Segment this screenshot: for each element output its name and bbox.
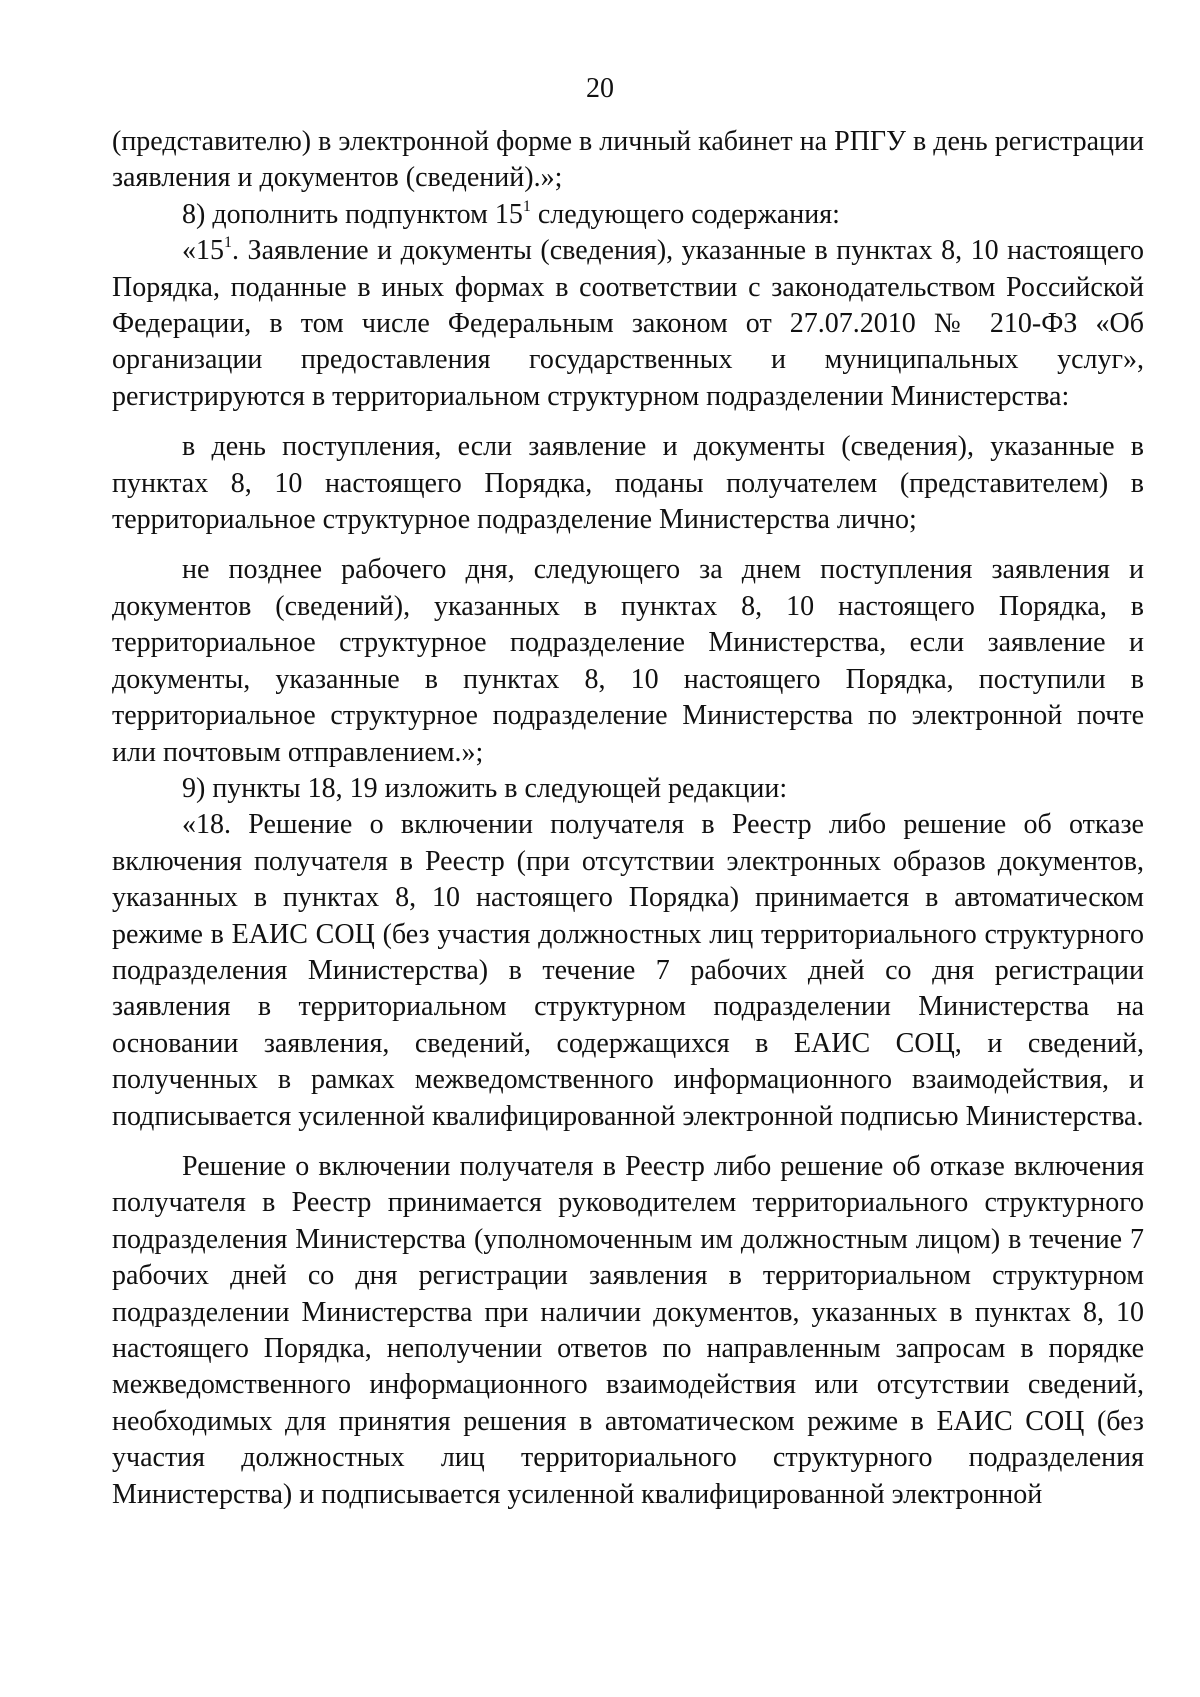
paragraph-subitem-15-1 [112, 233, 1144, 415]
paragraph-decision: Решение о включении получателя в Реестр либо решение об отказе включения получателя в Реестр принимается руководителем территориального структурного подразделения Министерства (уполномоченным им должностным лицом) в течение 7 рабочих дней со дня регистрации заявления в территориальном структурном подразделении Министерства при наличии документов, указанных в пунктах 8, 10 настоящего Порядка, неполучении ответов по направленным запросам в порядке межведомственного информационного взаимодействия или отсутствии сведений, необходимых для принятия решения в автоматическом режиме в ЕАИС СОЦ (без участия должностных лиц территориального структурного подразделения Министерства) и подписывается усиленной квалифицированной электронной [112, 1150, 1144, 1510]
subitem-15-1-number: «15 [182, 235, 224, 267]
item-8-superscript: 1 [522, 197, 531, 215]
paragraph-item-8 [112, 197, 1144, 233]
paragraph-item-9: 9) пункты 18, 19 изложить в следующей редакции: [182, 772, 788, 804]
item-8-text-end: следующего содержания: [530, 198, 840, 230]
item-8-text-start: 8) дополнить подпунктом 15 [182, 198, 523, 230]
paragraph-continuation: (представителю) в электронной форме в личный кабинет на РПГУ в день регистрации заявления и документов (сведений).»; [112, 126, 1144, 194]
paragraph-in-person: в день поступления, если заявление и документы (сведения), указанные в пунктах 8, 10 настоящего Порядка, поданы получателем (представителем) в территориальное структурное подразделение Министерства лично; [112, 431, 1144, 536]
paragraph-by-mail: не позднее рабочего дня, следующего за днем поступления заявления и документов (сведений), указанных в пунктах 8, 10 настоящего Порядка, в территориальное структурное подразделение Министерства, если заявление и документы, указанные в пунктах 8, 10 настоящего Порядка, поступили в территориальное структурное подразделение Министерства по электронной почте или почтовым отправлением.»; [112, 554, 1144, 768]
subitem-15-1-superscript: 1 [224, 234, 232, 252]
paragraph-point-18: «18. Решение о включении получателя в Реестр либо решение об отказе включения получателя в Реестр (при отсутствии электронных образов документов, указанных в пунктах 8, 10 настоящего Порядка) принимается в автоматическом режиме в ЕАИС СОЦ (без участия должностных лиц территориального структурного подразделения Министерства) в течение 7 рабочих дней со дня регистрации заявления в территориальном структурном подразделении Министерства на основании заявления, сведений, содержащихся в ЕАИС СОЦ, и сведений, полученных в рамках межведомственного информационного взаимодействия, и подписывается усиленной квалифицированной электронной подписью Министерства. [112, 809, 1144, 1132]
subitem-15-1-text: . Заявление и документы (сведения), указанные в пунктах 8, 10 настоящего Порядка, поданные в иных формах в соответствии с законодательством Российской Федерации, в том числе Федеральным законом от 27.07.2010 № 210-ФЗ «Об организации предоставления государственных и муниципальных услуг», регистрируются в территориальном структурном подразделении Министерства: [112, 235, 1144, 412]
page-number: 20 [586, 73, 614, 104]
document-body [112, 124, 1144, 1513]
